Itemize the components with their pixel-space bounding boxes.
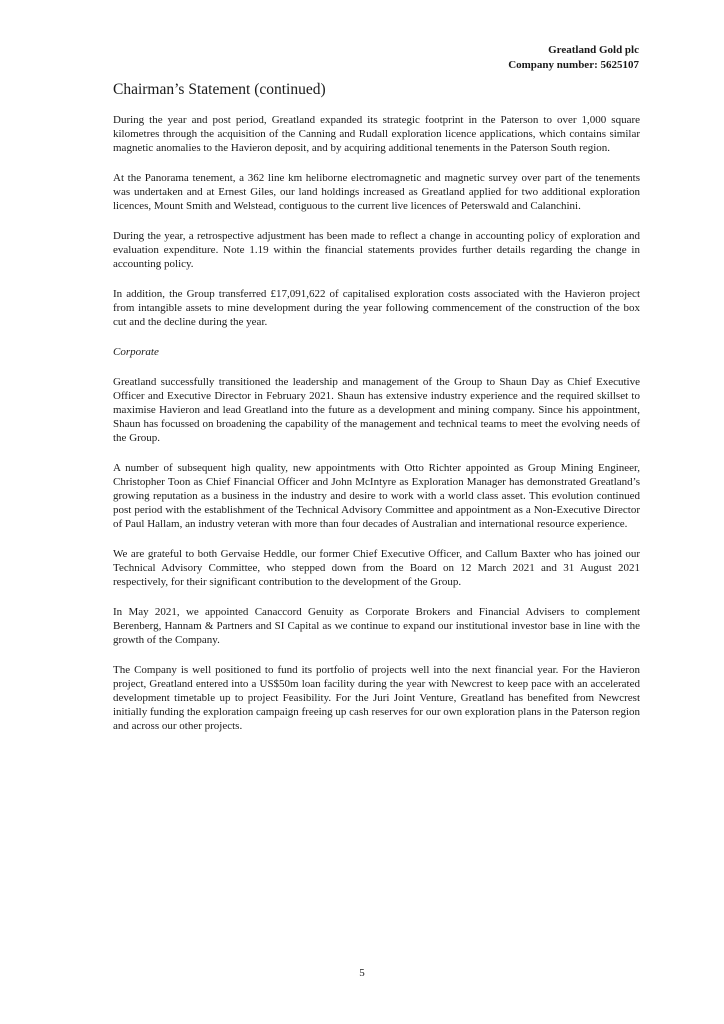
paragraph-brokers: In May 2021, we appointed Canaccord Genuity as Corporate Brokers and Financial Advisers to complement Berenberg, Hannam & Partners and SI Capital as we continue to expand our institutional investor base in line with the growth of the Company. — [113, 606, 640, 646]
paragraph-leadership: Greatland successfully transitioned the leadership and management of the Group to Shaun Day as Chief Executive Officer and Executive Director in February 2021. Shaun has extensive industry experience and the required skillset to maximise Havieron and lead Greatland into the future as a development and mining company. Since his appointment, Shaun has focussed on broadening the capability of the management and technical teams to meet the evolving needs of the Group. — [113, 376, 640, 444]
paragraph-gratitude: We are grateful to both Gervaise Heddle, our former Chief Executive Officer, and Callum Baxter who has joined our Technical Advisory Committee, who stepped down from the Board on 12 March 2021 and 31 August 2021 respectively, for their significant contribution to the development of the Group. — [113, 548, 640, 588]
paragraph-paterson-footprint: During the year and post period, Greatland expanded its strategic footprint in the Paterson to over 1,000 square kilometres through the acquisition of the Canning and Rudall exploration licence applications, which contains similar magnetic anomalies to the Havieron deposit, and by acquiring additional tenements in the Paterson South region. — [113, 114, 640, 154]
page-header — [508, 43, 639, 73]
paragraph-funding: The Company is well positioned to fund its portfolio of projects well into the next financial year. For the Havieron project, Greatland entered into a US$50m loan facility during the year with Newcrest to keep pace with an accelerated development timetable up to project Feasibility. For the Juri Joint Venture, Greatland has benefited from Newcrest initially funding the exploration campaign freeing up cash reserves for our own exploration plans in the Paterson region and across our other projects. — [113, 664, 640, 732]
page-number: 5 — [359, 967, 365, 979]
paragraph-panorama-tenement: At the Panorama tenement, a 362 line km heliborne electromagnetic and magnetic survey over part of the tenements was undertaken and at Ernest Giles, our land holdings increased as Greatland applied for two additional exploration licences, Mount Smith and Welstead, contiguous to the current live licences of Peterswald and Calanchini. — [113, 172, 640, 212]
paragraph-appointments: A number of subsequent high quality, new appointments with Otto Richter appointed as Group Mining Engineer, Christopher Toon as Chief Financial Officer and John McIntyre as Exploration Manager has demonstrated Greatland’s growing reputation as a business in the industry and desire to work with a world class asset. This evolution continued post period with the establishment of the Technical Advisory Committee and appointment as a Non-Executive Director of Paul Hallam, an industry veteran with more than four decades of Australian and international resource experience. — [113, 462, 640, 530]
paragraph-capitalised-costs: In addition, the Group transferred £17,091,622 of capitalised exploration costs associated with the Havieron project from intangible assets to mine development during the year following commencement of the construction of the box cut and the decline during the year. — [113, 288, 640, 328]
company-name: Greatland Gold plc — [548, 44, 639, 56]
paragraph-accounting-policy: During the year, a retrospective adjustment has been made to reflect a change in accounting policy of exploration and evaluation expenditure. Note 1.19 within the financial statements provides further details regarding the change in accounting policy. — [113, 230, 640, 270]
section-heading-corporate: Corporate — [113, 346, 159, 358]
company-number: Company number: 5625107 — [508, 59, 639, 71]
page-title: Chairman’s Statement (continued) — [113, 81, 326, 98]
document-body — [113, 113, 640, 749]
